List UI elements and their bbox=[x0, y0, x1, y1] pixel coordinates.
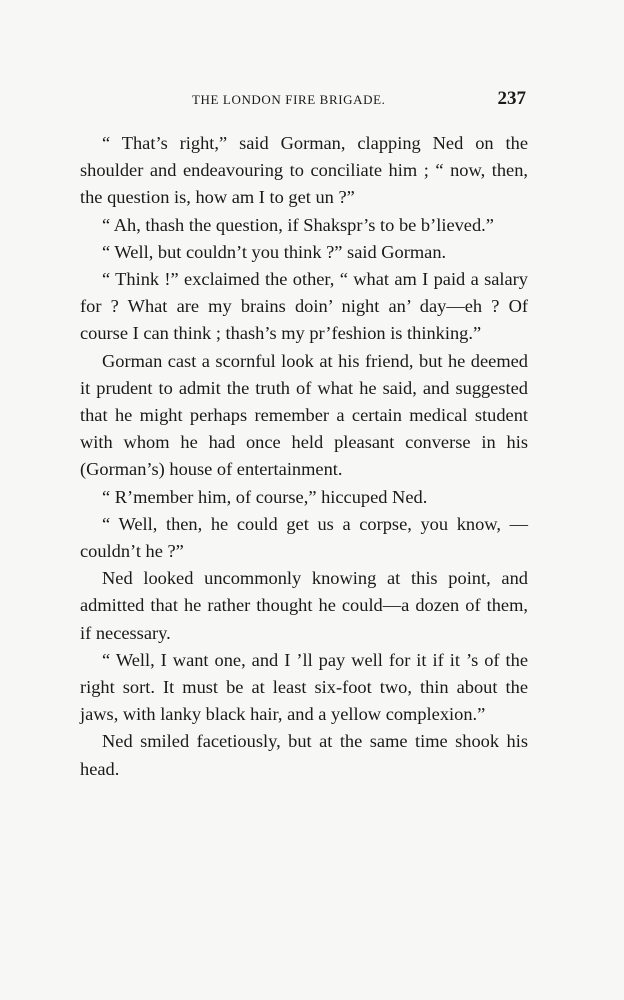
paragraph: Ned looked uncommonly knowing at this point, and admitted that he rather thought he could—a dozen of them, if necessary. bbox=[80, 568, 528, 643]
paragraph: “ R’member him, of course,” hiccuped Ned. bbox=[102, 486, 428, 507]
page-number: 237 bbox=[497, 88, 526, 109]
body-text bbox=[80, 130, 528, 783]
paragraph: Gorman cast a scornful look at his friend, but he deemed it prudent to admit the truth of what he said, and suggested that he might perhaps remember a certain medical student with whom he had once held pleasant converse in his (Gorman’s) house of entertainment. bbox=[80, 350, 528, 480]
paragraph: “ Well, I want one, and I ’ll pay well for it if it ’s of the right sort. It must be at least six-foot two, thin about the jaws, with lanky black hair, and a yellow complexion.” bbox=[80, 649, 528, 725]
paragraph: “ Well, but couldn’t you think ?” said Gorman. bbox=[102, 241, 447, 262]
paragraph: “ That’s right,” said Gorman, clapping Ned on the shoulder and endeavouring to conciliate him ; “ now, then, the question is, how am I to get un ?” bbox=[80, 133, 528, 208]
paragraph: “ Ah, thash the question, if Shakspr’s to be b’lieved.” bbox=[102, 214, 494, 235]
paragraph: “ Think !” exclaimed the other, “ what am I paid a salary for ? What are my brains doin’ night an’ day—eh ? Of course I can think ; thash’s my pr’feshion is thinking.” bbox=[80, 269, 528, 344]
running-title: THE LONDON FIRE BRIGADE. bbox=[192, 92, 386, 107]
running-head bbox=[192, 88, 526, 114]
paragraph: “ Well, then, he could get us a corpse, you know, —couldn’t he ?” bbox=[80, 513, 528, 562]
paragraph: Ned smiled facetiously, but at the same time shook his head. bbox=[80, 731, 528, 779]
